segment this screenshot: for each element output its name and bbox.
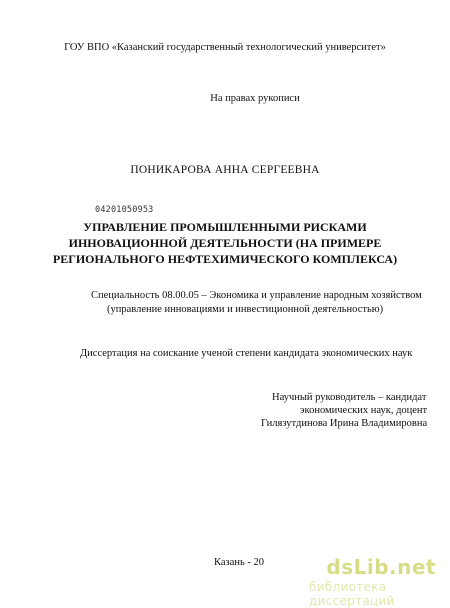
author-name: ПОНИКАРОВА АННА СЕРГЕЕВНА [130,164,320,176]
specialty-line-1: Специальность 08.00.05 – Экономика и управление народным хозяйством [91,290,422,301]
institution-name: ГОУ ВПО «Казанский государственный технологический университет» [64,42,386,53]
registry-number: 04201050953 [95,205,154,215]
advisor-line-2: экономических наук, доцент [300,405,428,416]
advisor-line-3: Гилязутдинова Ирина Владимировна [261,418,428,429]
manuscript-rights-label: На правах рукописи [210,93,300,104]
watermark [309,555,444,608]
dissertation-degree-text: Диссертация на соискание ученой степени кандидата экономических наук [80,348,413,359]
dissertation-title-line-1: УПРАВЛЕНИЕ ПРОМЫШЛЕННЫМИ РИСКАМИ [83,220,367,234]
city-year: Казань - 20 [214,557,264,568]
dissertation-title-line-2: ИННОВАЦИОННОЙ ДЕЯТЕЛЬНОСТИ (НА ПРИМЕРЕ [68,236,382,250]
dissertation-title-line-3: РЕГИОНАЛЬНОГО НЕФТЕХИМИЧЕСКОГО КОМПЛЕКСА) [52,252,398,266]
specialty-line-2: (управление инновациями и инвестиционной деятельностью) [107,304,384,315]
advisor-line-1: Научный руководитель – кандидат [272,392,427,403]
watermark-logo: dsLib.net [326,555,436,579]
watermark-subtitle: библиотека диссертаций [309,580,395,608]
